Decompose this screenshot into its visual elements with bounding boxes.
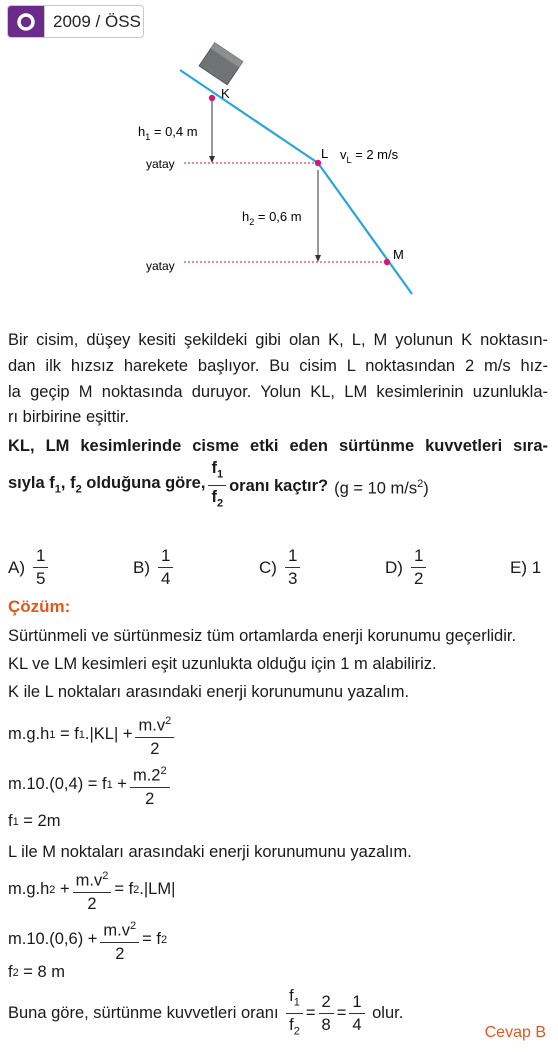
circle-icon (8, 6, 45, 37)
option-e[interactable]: E) 1 (510, 558, 542, 577)
year-badge (7, 5, 144, 38)
option-a[interactable]: A) $\frac{1}{5}$ (8, 546, 51, 589)
point-k-dot (209, 95, 215, 101)
question-line-1: Bir cisim, düşey kesiti şekildeki gibi olan K, L, M yolunun K noktasın- (8, 331, 548, 349)
question-line-3: la geçip M noktasında duruyor. Yolun KL, LM kesimlerinin uzunlukla- (8, 383, 548, 401)
option-c[interactable]: C) $\frac{1}{3}$ (259, 546, 303, 589)
horizontal-label-2: yatay (146, 259, 175, 273)
path-segment-lm (318, 163, 412, 294)
velocity-label: $v_L = 2$ m/s (340, 147, 399, 165)
point-m-dot (384, 259, 390, 265)
option-b[interactable]: B) $\frac{1}{4}$ (133, 546, 176, 589)
answer-label: Cevap B (484, 1024, 546, 1041)
solution-line-4: L ile M noktaları arasındaki enerji korunumunu yazalım. (8, 843, 412, 861)
equation-4: m.g.h 2 + $\frac{m.v^2}{2}$ = f 2 .|LM| (8, 866, 175, 914)
path-segment-kl (180, 70, 318, 163)
ratio-fraction: $\frac{f_1}{f_2}$ (208, 458, 226, 514)
point-m-label: M (393, 247, 404, 262)
horizontal-label-1: yatay (146, 157, 175, 171)
given-g: (g = 10 $m/s^2$) (334, 477, 429, 498)
point-l-label: L (321, 146, 329, 161)
equation-6: f 2 = 8 m (8, 963, 66, 981)
block (199, 43, 243, 85)
h1-label: $h_1 = 0,4$ m (138, 124, 198, 142)
equation-2: m.10.(0,4) = f 1 + $\frac{m.2^2}{2}$ (8, 761, 173, 809)
question-line-4: rı birbirine eşittir. (8, 408, 130, 426)
equation-3: f 1 = 2m (8, 812, 61, 830)
question-bold-line-1: KL, LM kesimlerinde cisme etki eden sürtünme kuvvetleri sıra- (8, 437, 548, 455)
solution-line-3: K ile L noktaları arasındaki enerji korunumunu yazalım. (8, 683, 410, 701)
question-bold-line-2: sıyla $f_1$, $f_2$ olduğuna göre, $\frac{f_1}{f_2}$ oranı kaçtır? (g = 10 $m/s^2$) (8, 458, 429, 514)
equation-5: m.10.(0,6) + $\frac{m.v^2}{2}$ = f 2 (8, 916, 167, 964)
solution-line-2: KL ve LM kesimleri eşit uzunlukta olduğu için 1 m alabiliriz. (8, 655, 437, 673)
year-tag-text: 2009 / ÖSS (53, 11, 141, 31)
equation-1: m.g.h 1 = f 1 .|KL| + $\frac{m.v^2}{2}$ (8, 711, 177, 759)
point-k-label: K (221, 86, 230, 101)
option-d[interactable]: D) $\frac{1}{2}$ (385, 546, 429, 589)
question-line-2: dan ilk hızsız harekete başlıyor. Bu cisim L noktasından 2 m/s hız- (8, 357, 548, 375)
incline-diagram (0, 40, 558, 310)
solution-line-1: Sürtünmeli ve sürtünmesiz tüm ortamlarda enerji korunumu geçerlidir. (8, 627, 517, 645)
final-ratio: Buna göre, sürtünme kuvvetleri oranı $\frac{f_1}{f_2}$ = $\frac{2}{8}$ = $\frac{1}{4}$ olur. (8, 987, 404, 1038)
solution-title: Çözüm: (8, 597, 71, 616)
h2-label: $h_2 = 0,6$ m (242, 209, 302, 227)
